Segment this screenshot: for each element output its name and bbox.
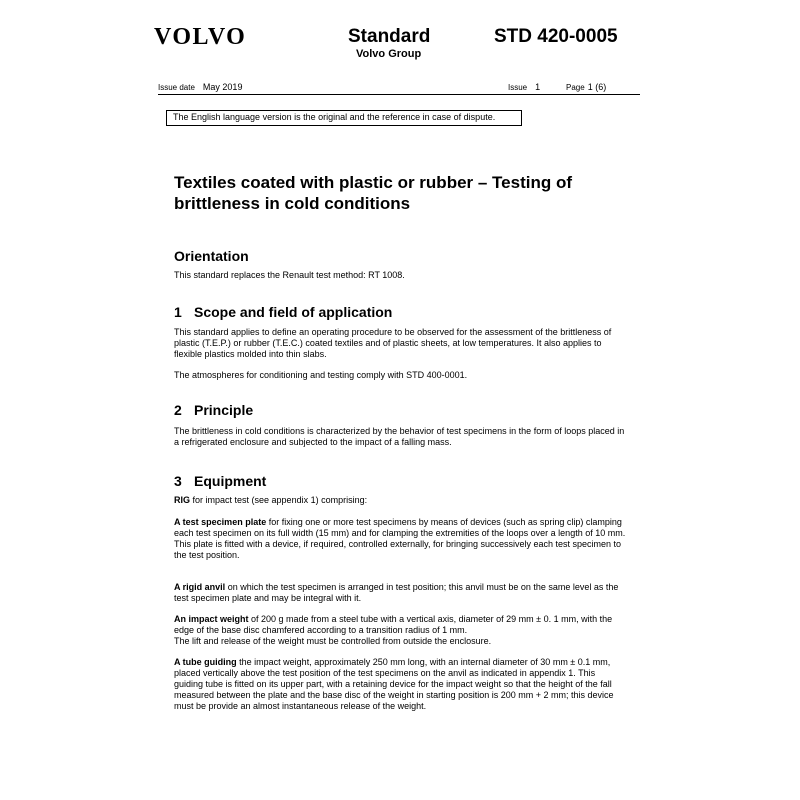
plate-text: for fixing one or more test specimens by means of devices (such as spring clip) clamping each test specimen on its full width (15 mm) and for clamping the extremities of the loops over a length of 10 mm. (174, 517, 626, 538)
document-type: Standard (348, 26, 431, 47)
page-value: 1 (6) (587, 82, 607, 92)
section-2-paragraph-1: The brittleness in cold conditions is characterized by the behavior of test specimens in the form of loops placed in a refrigerated enclosure and subjected to the impact of a falling mass. (174, 426, 625, 447)
issue-date-label: Issue date (158, 83, 195, 92)
section-3-heading (174, 473, 266, 490)
section-1-title: Scope and field of application (194, 304, 393, 320)
section-1-paragraph-1: This standard applies to define an operating procedure to be observed for the assessment of the brittleness of plastic (T.E.P.) or rubber (T.E.C.) coated textiles and of plastic sheets, at low temperatures. It also applies to flexible plastics molded into thin slabs. (174, 327, 612, 359)
tube-text: the impact weight, approximately 250 mm long, with an internal diameter of 30 mm ± 0.1 mm, placed vertically above the test position of the test specimens on the anvil as indicated in appendix 1. This guiding tube is fitted on its upper part, with a retaining device for the impact weight so that the height of the fall measured between the plate and the base disc of the weight in starting position is 200 mm + 2 mm; this device must be provide an almost instantaneous release of the weight. (174, 657, 614, 711)
issue-date (158, 82, 242, 93)
tube-paragraph (174, 657, 626, 712)
document-title: Textiles coated with plastic or rubber – Testing of brittleness in cold conditions (174, 173, 572, 213)
section-1-paragraph-2: The atmospheres for conditioning and testing comply with STD 400-0001. (174, 370, 468, 380)
section-3-number: 3 (174, 473, 182, 489)
weight-term: An impact weight (174, 614, 249, 624)
weight-text-2: The lift and release of the weight must be controlled from outside the enclosure. (174, 636, 492, 646)
language-notice: The English language version is the original and the reference in case of dispute. (166, 110, 522, 126)
plate-text-2: This plate is fitted with a device, if required, controlled externally, for bringing successively each test specimen to the test position. (174, 539, 622, 560)
orientation-text: This standard replaces the Renault test method: RT 1008. (174, 270, 405, 280)
issue-number (508, 82, 540, 93)
issue-label: Issue (508, 83, 528, 92)
rig-paragraph (174, 495, 626, 506)
document-number: STD 420-0005 (494, 26, 618, 47)
section-2-heading (174, 402, 253, 419)
anvil-paragraph (174, 582, 626, 604)
plate-term: A test specimen plate (174, 517, 267, 527)
section-2-title: Principle (194, 402, 254, 418)
tube-term: A tube guiding (174, 657, 237, 667)
issue-date-value: May 2019 (202, 82, 243, 92)
page-label: Page (566, 83, 585, 92)
plate-paragraph (174, 517, 626, 561)
weight-paragraph (174, 614, 626, 647)
section-1-number: 1 (174, 304, 182, 320)
anvil-text: on which the test specimen is arranged in test position; this anvil must be on the same level as the test specimen plate and may be integral with it. (174, 582, 619, 603)
organization: Volvo Group (356, 48, 422, 60)
weight-text: of 200 g made from a steel tube with a vertical axis, diameter of 29 mm ± 0. 1 mm, with the edge of the base disc chamfered according to a transition radius of 1 mm. (174, 614, 613, 635)
section-3-title: Equipment (194, 473, 267, 489)
volvo-logo: VOLVO (154, 24, 247, 50)
issue-value: 1 (535, 82, 541, 92)
orientation-heading: Orientation (174, 248, 249, 264)
anvil-term: A rigid anvil (174, 582, 226, 592)
rig-text: for impact test (see appendix 1) comprising: (190, 495, 368, 505)
section-2-number: 2 (174, 402, 182, 418)
section-1-heading (174, 304, 392, 321)
header-divider (158, 94, 640, 95)
rig-term: RIG (174, 495, 191, 505)
page-number (566, 82, 606, 93)
